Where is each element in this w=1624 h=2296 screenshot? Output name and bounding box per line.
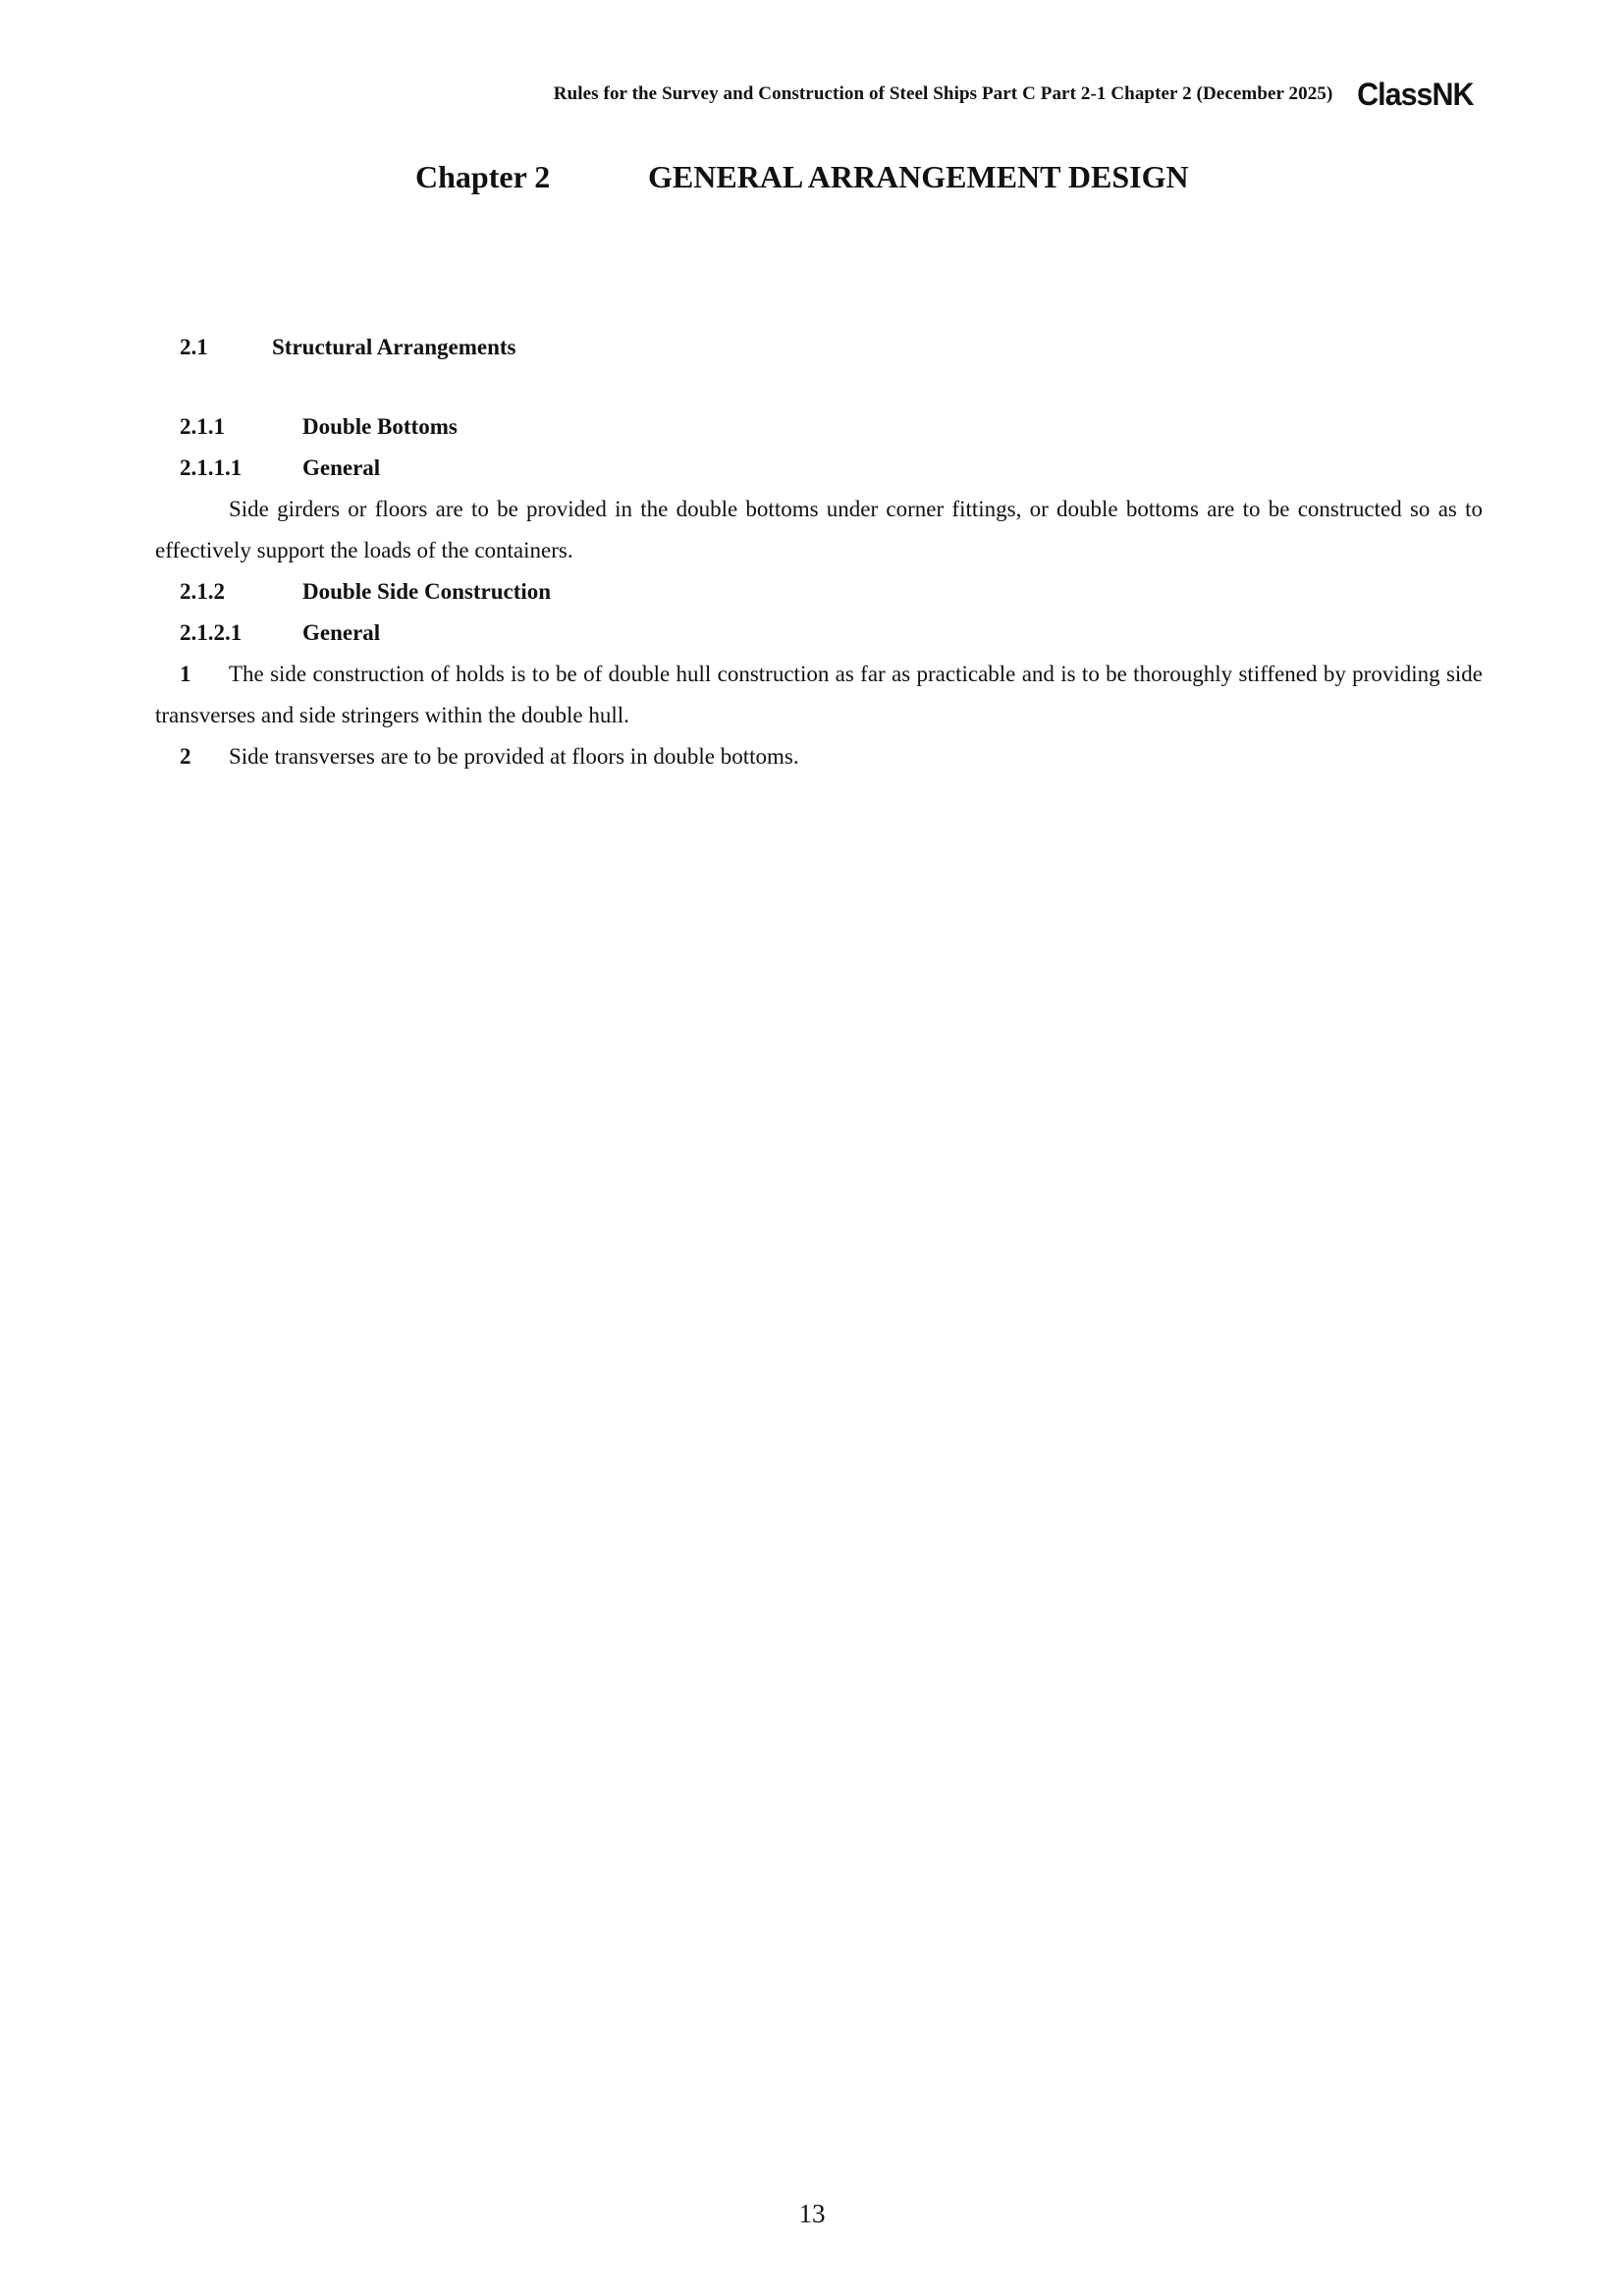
subsection-title: Double Side Construction [302, 579, 552, 604]
running-title: Rules for the Survey and Construction of Steel Ships Part C Part 2-1 Chapter 2 (December 2025) [553, 83, 1333, 104]
subsection-heading [180, 406, 1483, 448]
chapter-heading: GENERAL ARRANGEMENT DESIGN [648, 159, 1189, 194]
chapter-title [415, 159, 1189, 195]
clause-title: General [302, 620, 381, 645]
paragraph-number: 2 [180, 744, 191, 769]
subsection-title: Double Bottoms [302, 414, 458, 439]
numbered-paragraph [155, 654, 1483, 736]
chapter-number: Chapter 2 [415, 159, 551, 194]
document-body [155, 332, 1483, 777]
clause-number: 2.1.1.1 [180, 455, 243, 480]
subsection-heading [180, 571, 1483, 613]
paragraph-number: 1 [180, 662, 191, 686]
section-heading [180, 332, 1483, 363]
clause-paragraph: Side girders or floors are to be provided in the double bottoms under corner fittings, or double bottoms are to be constructed so as to effectively support the loads of the containers. [155, 497, 1483, 562]
clause-title: General [302, 455, 381, 480]
clause-heading [180, 448, 1483, 489]
clause-heading [180, 613, 1483, 654]
section-title: Structural Arrangements [272, 335, 516, 359]
classnk-logo: ClassNK [1357, 77, 1474, 112]
numbered-paragraph [155, 736, 1483, 777]
page-number: 13 [798, 2199, 826, 2228]
paragraph-text: The side construction of holds is to be of double hull construction as far as practicable and is to be thoroughly stiffened by providing side transverses and side stringers within the double hull. [155, 662, 1483, 727]
clause-number: 2.1.2.1 [180, 620, 243, 645]
subsection-number: 2.1.2 [180, 579, 225, 604]
section-number: 2.1 [180, 335, 208, 359]
page-header [554, 79, 1477, 110]
paragraph-text: Side transverses are to be provided at floors in double bottoms. [229, 744, 799, 769]
subsection-number: 2.1.1 [180, 414, 225, 439]
